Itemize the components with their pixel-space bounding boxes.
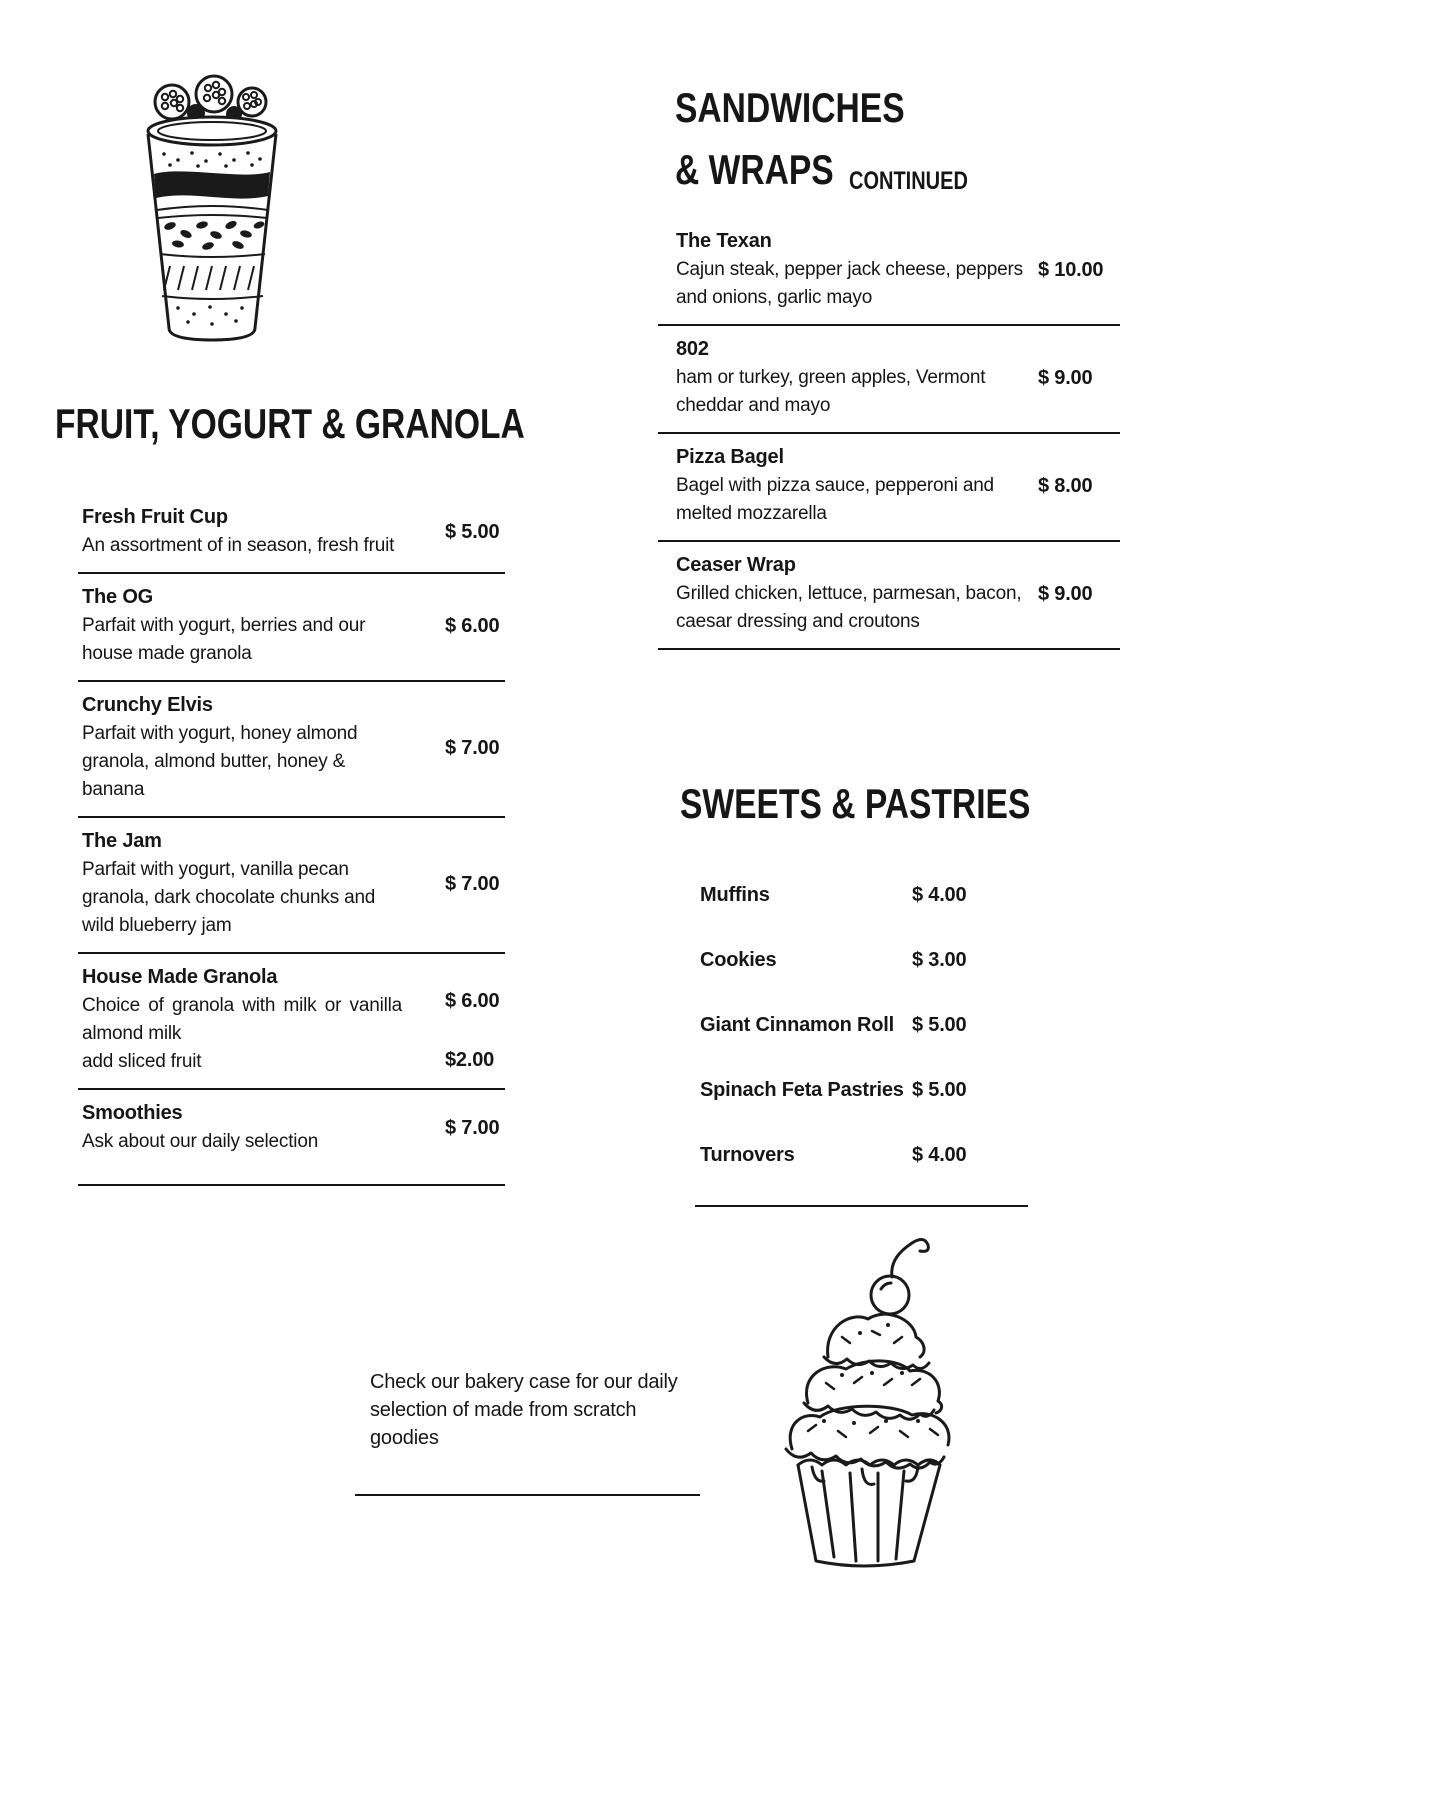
item-main [82, 964, 402, 1076]
item-name: Crunchy Elvis [82, 694, 213, 716]
sweet-row-spinach-feta-pastries [700, 1077, 966, 1103]
item-main [676, 228, 1024, 312]
item-desc: ham or turkey, green apples, Vermont cheddar and mayo [676, 367, 986, 416]
continued-label-wrap [849, 169, 998, 194]
menu-item-the-og [78, 574, 505, 682]
item-name: Smoothies [82, 1102, 183, 1124]
menu-item-fresh-fruit-cup [78, 494, 505, 574]
sandwiches-menu-list [658, 218, 1120, 650]
item-price: $ 9.00 [1038, 366, 1093, 389]
sweets-section-title [680, 780, 1118, 828]
sweets-divider [695, 1205, 1028, 1207]
item-name: Spinach Feta Pastries [700, 1079, 904, 1101]
item-price-col [445, 964, 505, 1076]
item-price: $ 7.00 [445, 1116, 500, 1139]
menu-item-the-jam [78, 818, 505, 954]
item-desc: Parfait with yogurt, berries and our house made granola [82, 615, 366, 664]
item-price: $ 5.00 [912, 1014, 967, 1036]
item-desc-addon: add sliced fruit [82, 1051, 202, 1072]
item-main [82, 1100, 402, 1156]
item-main [676, 444, 1024, 528]
item-price: $ 7.00 [445, 736, 500, 759]
item-desc: Parfait with yogurt, honey almond granola, almond butter, honey & banana [82, 723, 358, 800]
item-desc: Ask about our daily selection [82, 1131, 319, 1152]
item-price-col [445, 504, 505, 560]
item-price-col [1038, 228, 1120, 312]
item-desc: Bagel with pizza sauce, pepperoni and melted mozzarella [676, 475, 994, 524]
item-name: Fresh Fruit Cup [82, 506, 228, 528]
item-price-col [1038, 444, 1120, 528]
menu-item-802 [658, 326, 1120, 434]
item-name: Pizza Bagel [676, 446, 784, 468]
item-name: House Made Granola [82, 966, 278, 988]
fruit-menu-list [78, 494, 505, 1186]
item-desc: Choice of granola with milk or vanilla almond milk [82, 995, 402, 1044]
parfait-cup-illustration [112, 68, 312, 358]
item-main [82, 828, 402, 940]
item-name: Muffins [700, 884, 770, 906]
item-price-col [445, 692, 505, 804]
fruit-section-title [55, 400, 642, 448]
item-price: $ 9.00 [1038, 582, 1093, 605]
item-desc: Grilled chicken, lettuce, parmesan, bacon, caesar dressing and croutons [676, 583, 1022, 632]
bakery-note: Check our bakery case for our daily selection of made from scratch goodies [370, 1371, 678, 1449]
menu-item-ceaser-wrap [658, 542, 1120, 650]
item-price: $ 6.00 [445, 990, 500, 1012]
item-name: 802 [676, 338, 709, 360]
continued-label: CONTINUED [849, 167, 968, 195]
item-name: Cookies [700, 949, 777, 971]
item-desc: Cajun steak, pepper jack cheese, peppers and onions, garlic mayo [676, 259, 1023, 308]
item-name: The Jam [82, 830, 162, 852]
item-price-col [445, 584, 505, 668]
cupcake-cherry-illustration [742, 1225, 992, 1590]
item-main [82, 584, 402, 668]
item-price: $ 4.00 [912, 884, 967, 906]
sandwiches-section-title [675, 84, 968, 208]
item-addon-price: $2.00 [445, 1049, 495, 1071]
sandwiches-title-line2 [675, 146, 968, 208]
sweet-row-muffins [700, 882, 966, 908]
item-price: $ 10.00 [1038, 258, 1104, 281]
item-price: $ 5.00 [912, 1079, 967, 1101]
item-main [676, 336, 1024, 420]
menu-item-house-made-granola [78, 954, 505, 1090]
item-price: $ 3.00 [912, 949, 967, 971]
item-main [82, 692, 402, 804]
menu-item-crunchy-elvis [78, 682, 505, 818]
fruit-section-title-text: FRUIT, YOGURT & GRANOLA [55, 400, 525, 447]
sweet-row-turnovers [700, 1142, 966, 1168]
sweets-section-title-text: SWEETS & PASTRIES [680, 780, 1031, 827]
item-name: Giant Cinnamon Roll [700, 1014, 894, 1036]
item-name: Ceaser Wrap [676, 554, 796, 576]
item-price-col [445, 828, 505, 940]
sweets-menu-list [700, 882, 966, 1207]
item-price: $ 6.00 [445, 614, 500, 637]
sweet-row-giant-cinnamon-roll [700, 1012, 966, 1038]
item-name: The Texan [676, 230, 772, 252]
item-price: $ 5.00 [445, 520, 500, 543]
menu-item-the-texan [658, 218, 1120, 326]
item-price: $ 7.00 [445, 872, 500, 895]
item-name: The OG [82, 586, 154, 608]
note-divider [355, 1494, 700, 1496]
item-main [82, 504, 402, 560]
menu-item-smoothies [78, 1090, 505, 1186]
item-price-col [445, 1100, 505, 1156]
sweet-row-cookies [700, 947, 966, 973]
item-price: $ 4.00 [912, 1144, 967, 1166]
sandwiches-title-text2: & WRAPS [675, 146, 834, 193]
item-desc: Parfait with yogurt, vanilla pecan granola, dark chocolate chunks and wild blueberry jam [82, 859, 376, 936]
item-price: $ 8.00 [1038, 474, 1093, 497]
item-price-col [1038, 336, 1120, 420]
sandwiches-title-text1: SANDWICHES [675, 84, 905, 131]
item-price-col [1038, 552, 1120, 636]
sandwiches-title-line1 [675, 84, 962, 146]
menu-item-pizza-bagel [658, 434, 1120, 542]
item-main [676, 552, 1024, 636]
item-name: Turnovers [700, 1144, 795, 1166]
item-desc: An assortment of in season, fresh fruit [82, 535, 395, 556]
